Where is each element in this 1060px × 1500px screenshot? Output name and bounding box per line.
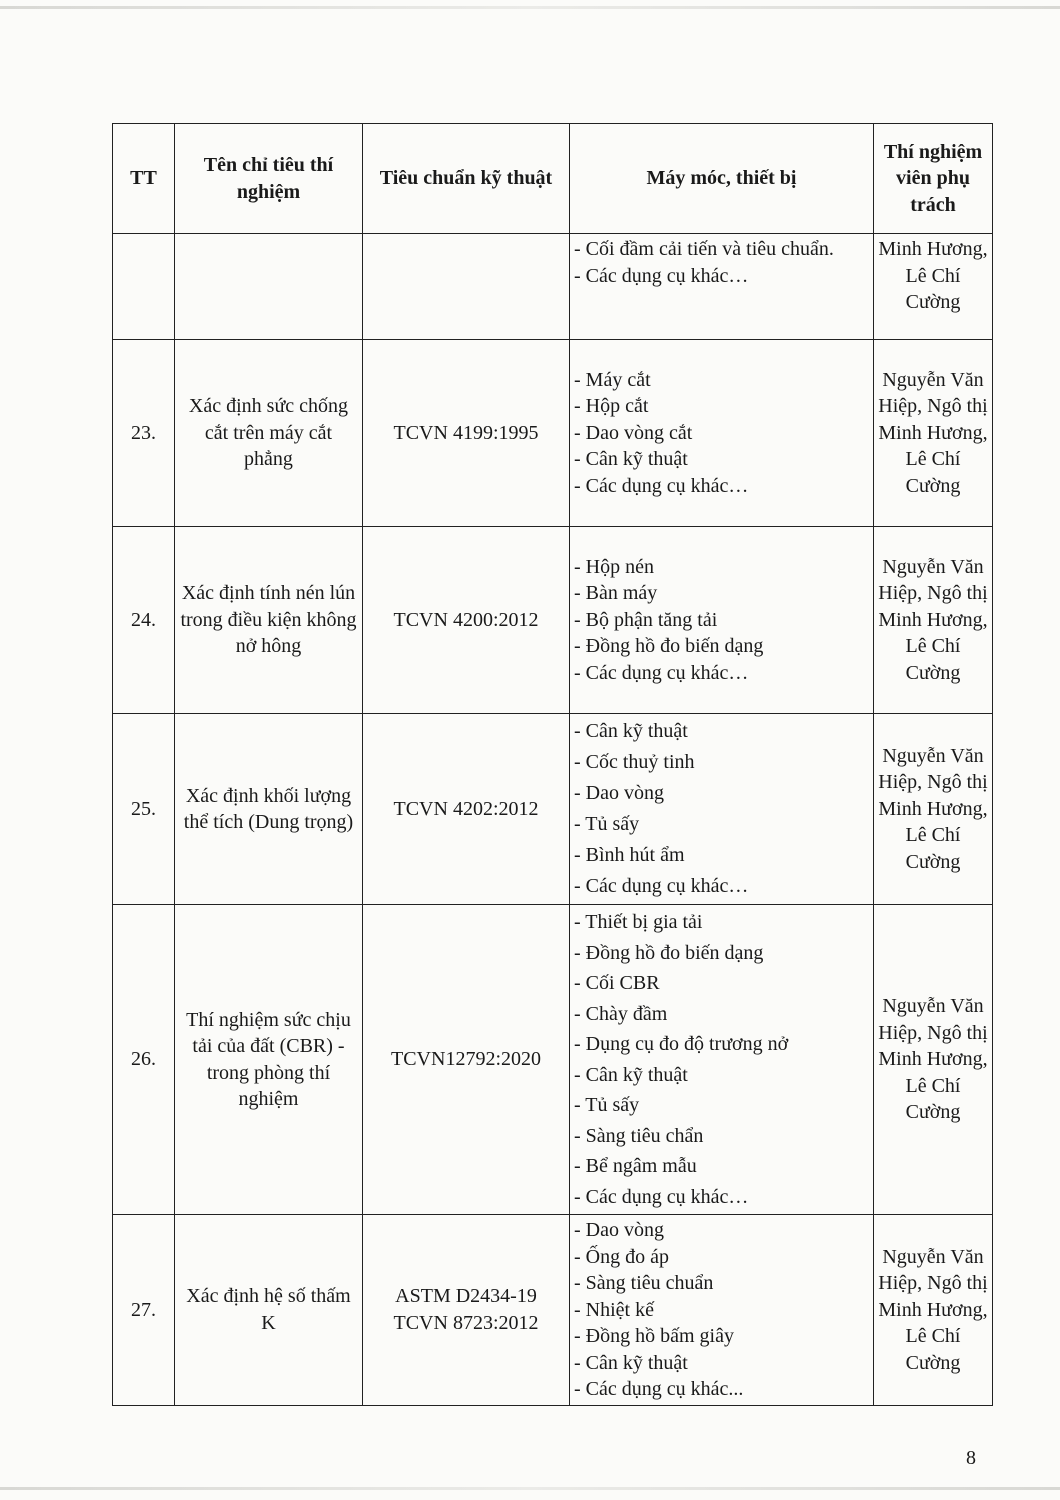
equipment-item: - Sàng tiêu chẩn — [574, 1124, 704, 1147]
equipment-item: - Dụng cụ đo độ trương nở — [574, 1033, 789, 1055]
row-equipment — [570, 1215, 874, 1406]
equipment-item: - Đồng hồ bấm giây — [574, 1325, 734, 1347]
equipment-item: - Ống đo áp — [574, 1245, 669, 1268]
equipment-item: - Sàng tiêu chuẩn — [574, 1272, 714, 1294]
row-equipment — [570, 340, 874, 527]
table-header-row — [113, 124, 993, 234]
standard-item: TCVN 8723:2012 — [393, 1311, 539, 1334]
header-test-name: Tên chỉ tiêu thí nghiệm — [175, 124, 363, 234]
header-tt: TT — [113, 124, 175, 234]
equipment-item: - Cốc thuỷ tinh — [574, 751, 695, 773]
continuation-tt — [113, 234, 175, 340]
equipment-item: - Đồng hồ đo biến dạng — [574, 635, 764, 658]
row-equipment — [570, 527, 874, 714]
standard-item: ASTM D2434-19 — [395, 1285, 537, 1308]
row-standard — [363, 905, 570, 1215]
equipment-item: - Chày đầm — [574, 1002, 668, 1025]
equipment-item: - Các dụng cụ khác… — [574, 1185, 749, 1208]
equipment-item: - Bộ phận tăng tải — [574, 608, 718, 631]
equipment-item: - Bàn máy — [574, 582, 658, 605]
continuation-row — [113, 234, 993, 340]
row-staff: Nguyễn Văn Hiệp, Ngô thị Minh Hương, Lê Chí Cường — [874, 714, 993, 905]
equipment-item: - Các dụng cụ khác… — [574, 875, 749, 897]
row-test-name: Thí nghiệm sức chịu tải của đất (CBR) - trong phòng thí nghiệm — [175, 905, 363, 1215]
row-test-name: Xác định sức chống cắt trên máy cắt phẳng — [175, 340, 363, 527]
equipment-item: - Cân kỹ thuật — [574, 1351, 688, 1374]
header-equipment: Máy móc, thiết bị — [570, 124, 874, 234]
scan-edge-bottom — [0, 1487, 1060, 1490]
row-test-name: Xác định tính nén lún trong điều kiện không nở hông — [175, 527, 363, 714]
row-tt: 27. — [113, 1215, 175, 1406]
continuation-name — [175, 234, 363, 340]
table-row — [113, 714, 993, 905]
equipment-item: - Đồng hồ đo biến dạng — [574, 941, 764, 964]
row-tt: 24. — [113, 527, 175, 714]
equipment-item: - Bể ngâm mẫu — [574, 1155, 697, 1177]
header-staff: Thí nghiệm viên phụ trách — [874, 124, 993, 234]
row-equipment — [570, 905, 874, 1215]
row-test-name: Xác định khối lượng thể tích (Dung trọng) — [175, 714, 363, 905]
equipment-item: - Cân kỹ thuật — [574, 448, 688, 471]
equipment-item: - Dao vòng — [574, 1219, 664, 1241]
test-methods-table — [112, 123, 993, 1406]
row-standard — [363, 340, 570, 527]
equipment-item: - Các dụng cụ khác... — [574, 1378, 744, 1400]
header-standard: Tiêu chuẩn kỹ thuật — [363, 124, 570, 234]
table-row — [113, 527, 993, 714]
equipment-item: - Nhiệt kế — [574, 1298, 654, 1321]
equipment-item: - Hộp cắt — [574, 395, 649, 418]
row-tt: 23. — [113, 340, 175, 527]
equipment-item: - Cối CBR — [574, 972, 660, 994]
equipment-item: - Dao vòng — [574, 782, 664, 804]
page-number: 8 — [966, 1447, 976, 1469]
row-staff: Nguyễn Văn Hiệp, Ngô thị Minh Hương, Lê Chí Cường — [874, 1215, 993, 1406]
standard-item: TCVN 4200:2012 — [393, 608, 539, 631]
equipment-item: - Máy cắt — [574, 368, 651, 391]
equipment-item: - Cân kỹ thuật — [574, 720, 688, 742]
standard-item: TCVN 4199:1995 — [393, 421, 539, 444]
row-staff: Nguyễn Văn Hiệp, Ngô thị Minh Hương, Lê Chí Cường — [874, 340, 993, 527]
row-tt: 26. — [113, 905, 175, 1215]
row-staff: Nguyễn Văn Hiệp, Ngô thị Minh Hương, Lê Chí Cường — [874, 905, 993, 1215]
table-row — [113, 905, 993, 1215]
equipment-item: - Cối đầm cải tiến và tiêu chuẩn. — [574, 238, 834, 260]
row-standard — [363, 714, 570, 905]
equipment-item: - Các dụng cụ khác… — [574, 661, 749, 684]
equipment-item: - Thiết bị gia tải — [574, 911, 703, 933]
continuation-staff: Minh Hương, Lê Chí Cường — [874, 234, 993, 340]
table-row — [113, 1215, 993, 1406]
row-equipment — [570, 714, 874, 905]
equipment-item: - Tủ sấy — [574, 813, 640, 835]
equipment-item: - Các dụng cụ khác… — [574, 474, 749, 497]
continuation-equipment — [570, 234, 874, 340]
scan-edge-top — [0, 6, 1060, 9]
equipment-item: - Tủ sấy — [574, 1094, 640, 1116]
row-tt: 25. — [113, 714, 175, 905]
equipment-item: - Dao vòng cắt — [574, 421, 693, 444]
row-test-name: Xác định hệ số thấm K — [175, 1215, 363, 1406]
equipment-item: - Cân kỹ thuật — [574, 1063, 688, 1086]
standard-item: TCVN12792:2020 — [391, 1048, 541, 1071]
equipment-item: - Các dụng cụ khác… — [574, 264, 749, 287]
equipment-item: - Bình hút ẩm — [574, 844, 685, 866]
table-row — [113, 340, 993, 527]
continuation-standard — [363, 234, 570, 340]
row-staff: Nguyễn Văn Hiệp, Ngô thị Minh Hương, Lê Chí Cường — [874, 527, 993, 714]
row-standard — [363, 1215, 570, 1406]
row-standard — [363, 527, 570, 714]
equipment-item: - Hộp nén — [574, 555, 654, 578]
standard-item: TCVN 4202:2012 — [393, 797, 539, 820]
